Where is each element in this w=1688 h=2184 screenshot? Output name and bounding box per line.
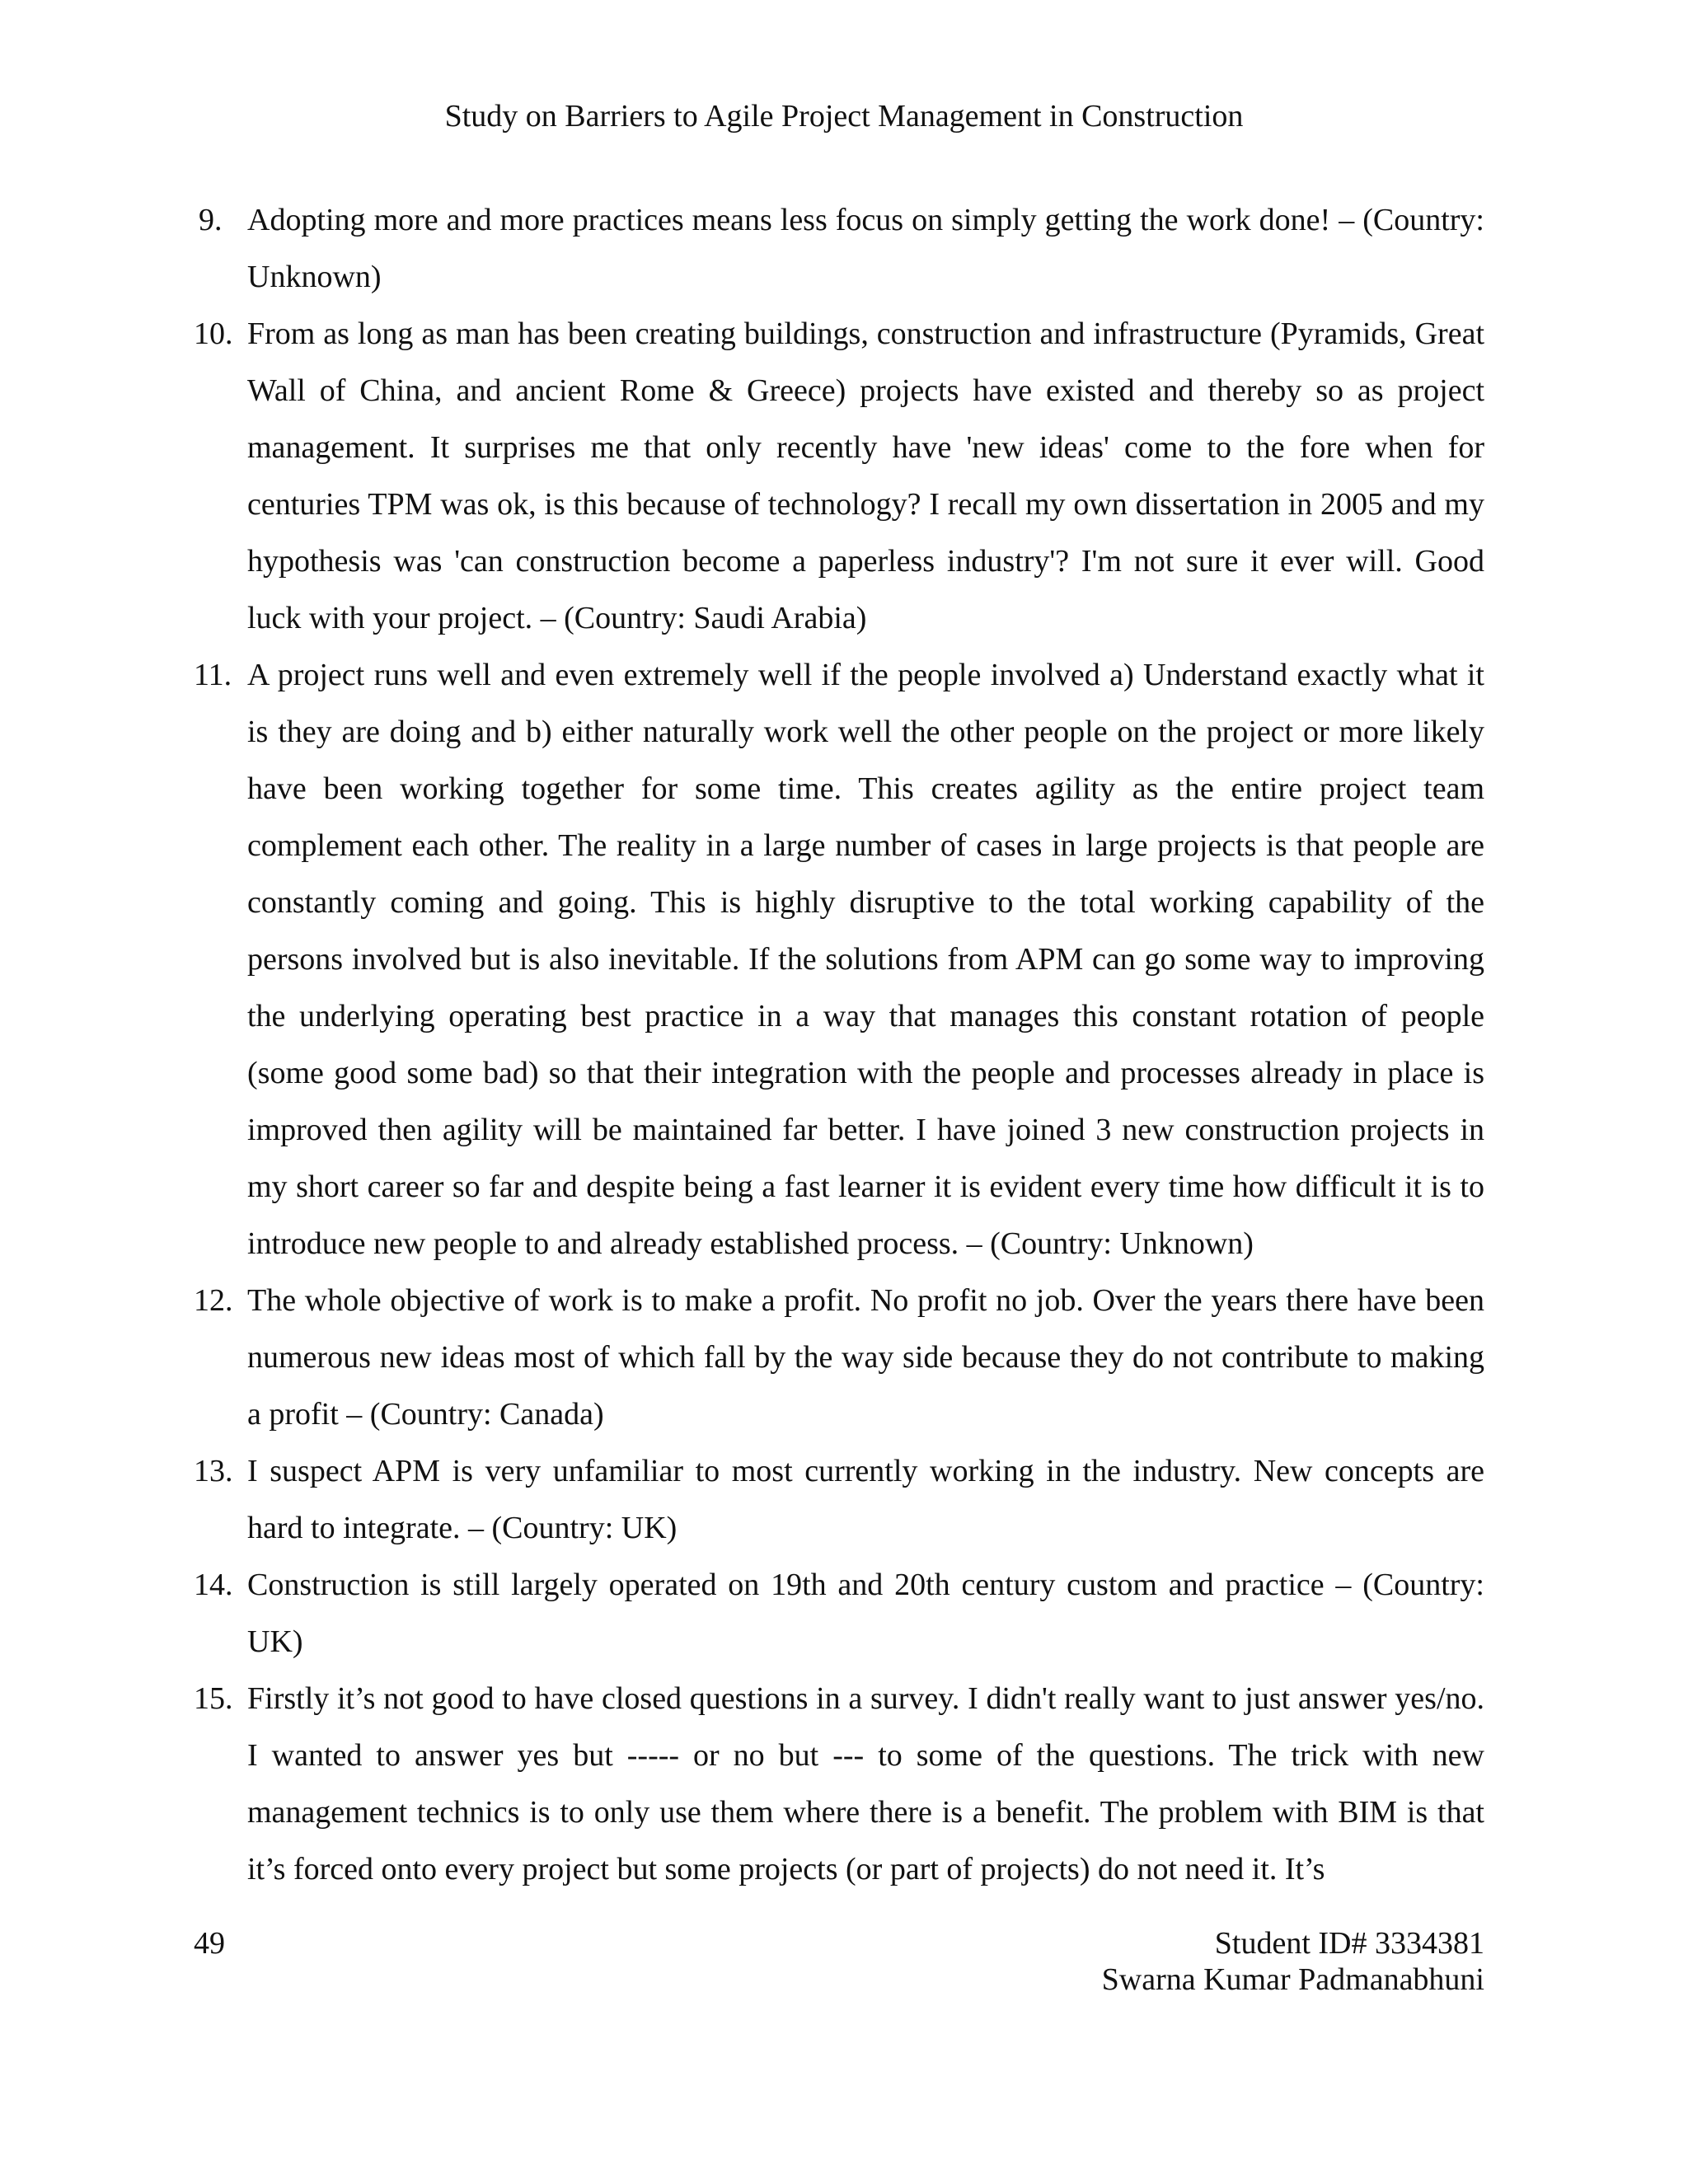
author-name: Swarna Kumar Padmanabhuni [1101, 1962, 1484, 1997]
running-header: Study on Barriers to Agile Project Management in Construction [444, 99, 1244, 134]
comment-item-11 [194, 647, 1484, 1272]
comment-number: 13. [194, 1454, 233, 1488]
comment-number: 9. [199, 203, 223, 237]
comment-text: Construction is still largely operated on 19th and 20th century custom and practice – (Country: UK) [247, 1568, 1484, 1659]
comment-item-13 [194, 1443, 1484, 1557]
comment-number: 10. [194, 316, 233, 351]
comment-number: 14. [194, 1568, 233, 1602]
comment-number: 15. [194, 1681, 233, 1716]
comment-text: From as long as man has been creating buildings, construction and infrastructure (Pyramids, Great Wall of China, and ancient Rome & Greece) projects have existed and thereby so as project management. It surprises me that only recently have 'new ideas' come to the fore when for centuries TPM was ok, is this because of technology? I recall my own dissertation in 2005 and my hypothesis was 'can construction become a paperless industry'? I'm not sure it ever will. Good luck with your project. – (Country: Saudi Arabia) [247, 316, 1484, 635]
page-number: 49 [194, 1926, 225, 1961]
comment-number: 11. [194, 658, 232, 692]
survey-comment-list [194, 192, 1484, 1898]
student-id: Student ID# 3334381 [1214, 1926, 1484, 1961]
comment-item-9 [194, 192, 1484, 306]
comment-number: 12. [194, 1283, 233, 1318]
comment-text: I suspect APM is very unfamiliar to most currently working in the industry. New concepts are hard to integrate. – (Country: UK) [247, 1454, 1484, 1545]
comment-item-14 [194, 1557, 1484, 1671]
comment-item-12 [194, 1272, 1484, 1443]
comment-text: The whole objective of work is to make a profit. No profit no job. Over the years there have been numerous new ideas most of which fall by the way side because they do not contribute to making a profit – (Country: Canada) [247, 1283, 1484, 1432]
comment-item-10 [194, 306, 1484, 647]
comment-text: A project runs well and even extremely well if the people involved a) Understand exactly what it is they are doing and b) either naturally work well the other people on the project or more likely have been working together for some time. This creates agility as the entire project team complement each other. The reality in a large number of cases in large projects is that people are constantly coming and going. This is highly disruptive to the total working capability of the persons involved but is also inevitable. If the solutions from APM can go some way to improving the underlying operating best practice in a way that manages this constant rotation of people (some good some bad) so that their integration with the people and processes already in place is improved then agility will be maintained far better. I have joined 3 new construction projects in my short career so far and despite being a fast learner it is evident every time how difficult it is to introduce new people to and already established process. – (Country: Unknown) [247, 658, 1484, 1261]
comment-text: Adopting more and more practices means less focus on simply getting the work done! – (Country: Unknown) [247, 203, 1484, 294]
comment-item-15 [194, 1671, 1484, 1898]
comment-text: Firstly it’s not good to have closed questions in a survey. I didn't really want to just answer yes/no. I wanted to answer yes but ----- or no but --- to some of the questions. The trick with new management technics is to only use them where there is a benefit. The problem with BIM is that it’s forced onto every project but some projects (or part of projects) do not need it. It’s [247, 1681, 1484, 1886]
author-info [1102, 1925, 1484, 1998]
